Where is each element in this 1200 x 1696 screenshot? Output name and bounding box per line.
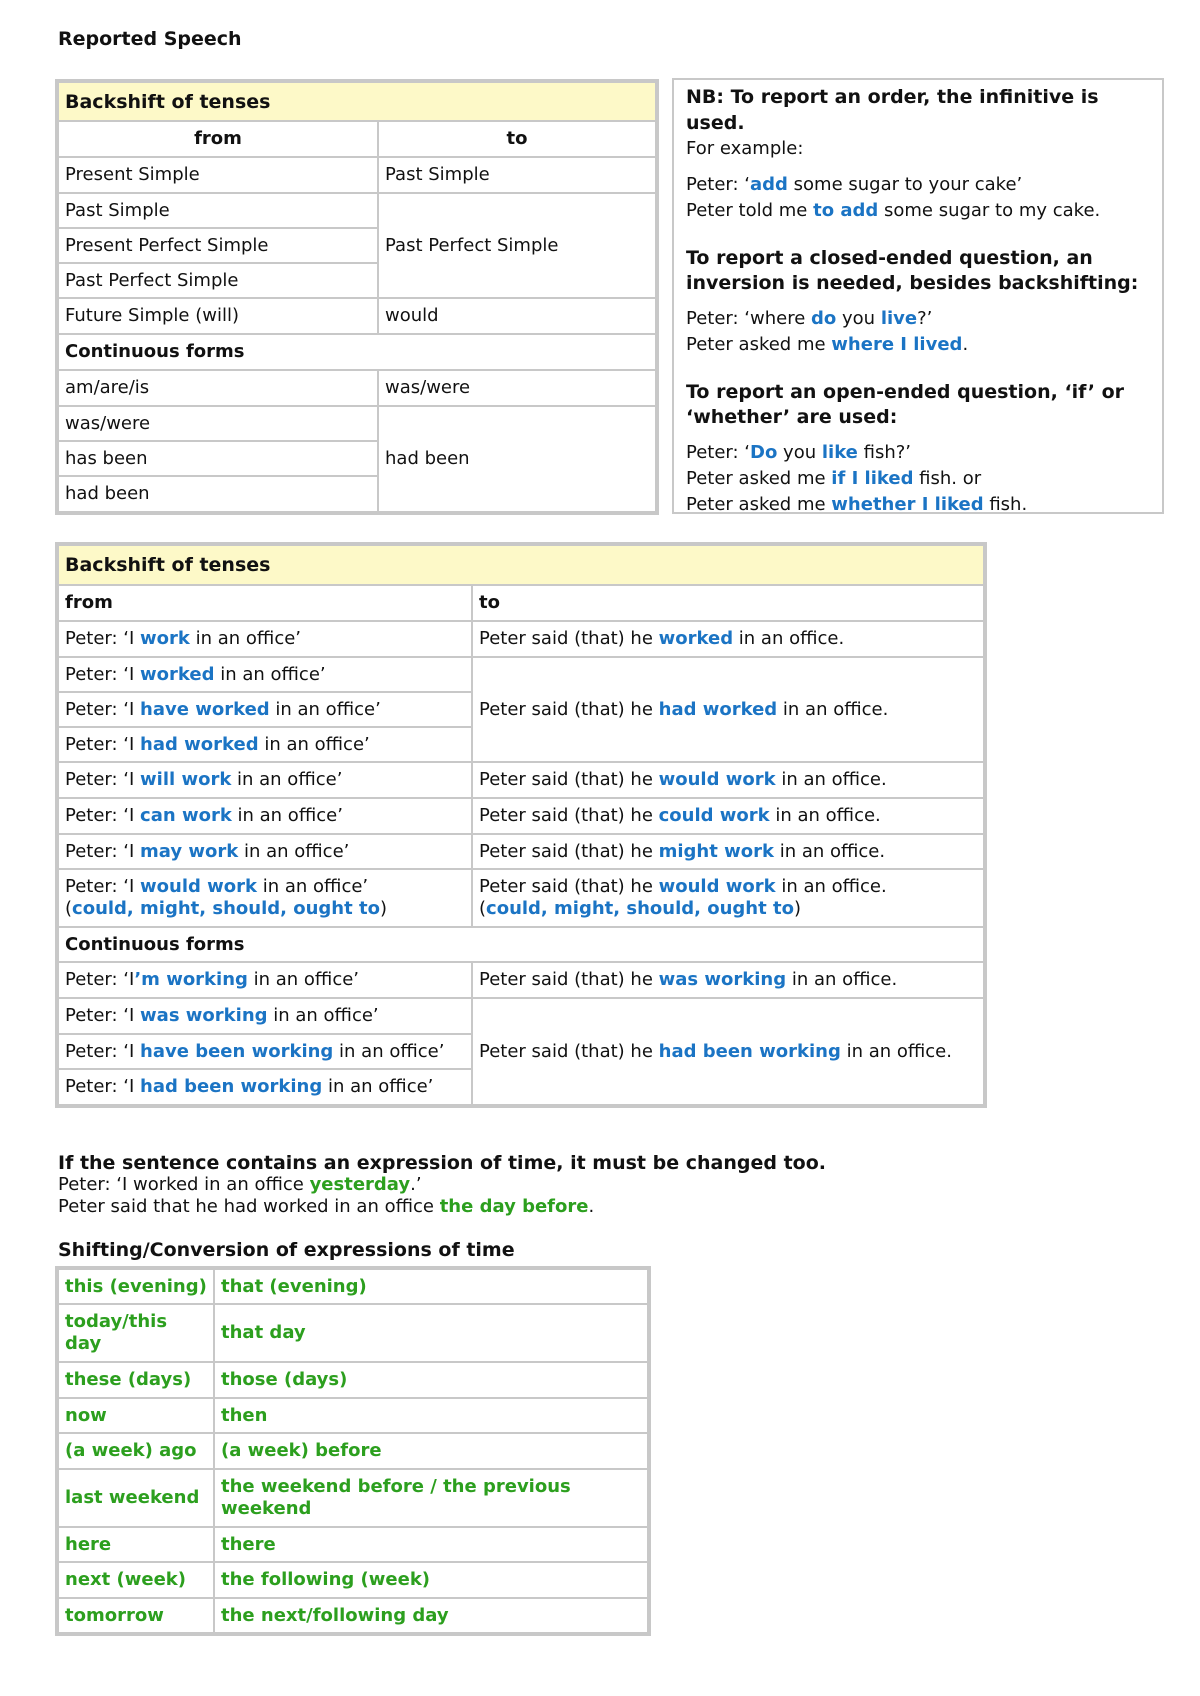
note-open-title: To report an open-ended question, ‘if’ or ‘whether’ are used: [686, 381, 1125, 428]
section-label: Continuous forms [58, 334, 656, 370]
table-cell: (a week) before [214, 1433, 648, 1469]
text: in an office. [840, 1040, 952, 1062]
highlight: can work [140, 805, 232, 826]
notes-box [672, 78, 1164, 514]
highlight: would work [658, 769, 776, 790]
text: in an office’ [231, 805, 343, 826]
section-label: Continuous forms [58, 927, 984, 962]
text: in an office’ [189, 628, 302, 649]
text: Peter: ‘ [686, 174, 751, 195]
table-cell: Past Perfect Simple [58, 263, 378, 298]
text: ?’ [917, 308, 933, 329]
highlight: do [811, 308, 837, 329]
highlight: to add [813, 200, 879, 221]
text: . [588, 1196, 595, 1217]
text: Peter said (that) he [479, 840, 659, 862]
highlight: worked [658, 628, 734, 649]
text: Peter: ‘I [65, 769, 141, 790]
table-header: Backshift of tenses [58, 82, 656, 121]
text: Peter: ‘I [65, 1076, 141, 1097]
table-cell [58, 869, 472, 927]
highlight: was working [658, 969, 787, 990]
text: Peter asked me [686, 468, 832, 489]
text: Peter: ‘I [65, 628, 141, 649]
text: in an office. [777, 698, 889, 720]
time-intro [58, 1152, 826, 1218]
conversion-title: Shifting/Conversion of expressions of time [58, 1239, 515, 1261]
table-cell [58, 1034, 472, 1069]
text: Peter said (that) he [479, 1040, 659, 1062]
text: in an office’ [333, 1040, 445, 1062]
text: Peter said (that) he [479, 969, 659, 990]
text: in an office’ [267, 1005, 379, 1026]
text: Peter: ‘I [65, 805, 141, 826]
table-header: Backshift of tenses [58, 545, 984, 585]
table-cell [472, 998, 984, 1105]
table-cell [58, 834, 472, 869]
text: in an office’ [214, 663, 326, 685]
text: Peter: ‘where [686, 308, 812, 329]
table-cell [58, 1069, 472, 1105]
table-cell [58, 798, 472, 834]
table-cell: was/were [58, 406, 378, 441]
table-cell: the weekend before / the previous weekend [214, 1469, 648, 1527]
highlight: was working [140, 1005, 268, 1026]
column-header-to: to [472, 585, 984, 621]
column-header-from: from [58, 121, 378, 157]
highlight: yesterday [309, 1174, 411, 1195]
text: Peter: ‘I [65, 876, 141, 897]
highlight: would work [658, 876, 776, 897]
text: Peter said that he had worked in an office [58, 1196, 440, 1217]
table-cell: Past Perfect Simple [378, 193, 656, 298]
text: ) [379, 898, 387, 919]
example-table-grid [57, 544, 985, 1106]
table-cell: has been [58, 441, 378, 476]
table-cell: then [214, 1398, 648, 1433]
example-line [686, 332, 1150, 358]
table-cell: was/were [378, 370, 656, 406]
highlight: had worked [658, 698, 778, 720]
highlight: ’m working [134, 969, 248, 990]
text: Peter: ‘I [65, 733, 141, 755]
text: Peter: ‘I [65, 663, 141, 685]
highlight: live [880, 308, 918, 329]
time-intro-title: If the sentence contains an expression of time, it must be changed too. [58, 1152, 826, 1174]
text: in an office’ [257, 876, 369, 897]
table-cell [58, 621, 472, 657]
text: in an office’ [269, 698, 381, 720]
text: fish. or [913, 468, 982, 489]
table-cell [58, 762, 472, 798]
table-cell: here [58, 1527, 214, 1562]
text: Peter: ‘I [65, 969, 135, 990]
example-line [686, 440, 1150, 466]
highlight: Do [750, 442, 778, 463]
example-line [686, 466, 1150, 492]
example-line [58, 1196, 826, 1218]
text: ( [65, 898, 73, 919]
text: in an office. [775, 769, 887, 790]
highlight: if I liked [831, 468, 914, 489]
table-cell: these (days) [58, 1362, 214, 1398]
example-line [686, 306, 1150, 332]
table-cell: that (evening) [214, 1269, 648, 1304]
table-cell [472, 621, 984, 657]
note-example-label: For example: [686, 138, 804, 159]
text: Peter: ‘I worked in an office [58, 1174, 310, 1195]
table-cell: would [378, 298, 656, 334]
highlight: had been working [140, 1076, 323, 1097]
table-cell: those (days) [214, 1362, 648, 1398]
table-cell: there [214, 1527, 648, 1562]
table-cell [472, 657, 984, 762]
highlight: might work [658, 840, 774, 862]
text: some sugar to my cake. [878, 200, 1101, 221]
text: in an office’ [322, 1076, 434, 1097]
text: Peter said (that) he [479, 628, 659, 649]
column-header-from: from [58, 585, 472, 621]
text: ( [479, 898, 487, 919]
highlight: could, might, should, ought to [72, 898, 380, 919]
text: in an office’ [238, 840, 350, 862]
highlight: whether I liked [831, 494, 984, 515]
table-cell: Present Simple [58, 157, 378, 193]
text: Peter told me [686, 200, 814, 221]
example-line [686, 198, 1150, 224]
text: in an office. [769, 805, 881, 826]
text: Peter asked me [686, 334, 832, 355]
text: Peter said (that) he [479, 805, 659, 826]
text: Peter said (that) he [479, 769, 659, 790]
example-line [58, 1174, 826, 1196]
table-cell: am/are/is [58, 370, 378, 406]
highlight: work [140, 628, 190, 649]
tense-table [55, 79, 659, 515]
note-closed-title: To report a closed-ended question, an inversion is needed, besides backshifting: [686, 247, 1139, 294]
table-cell: next (week) [58, 1562, 214, 1598]
highlight: could work [658, 805, 770, 826]
highlight: worked [140, 663, 215, 685]
text: Peter: ‘I [65, 698, 141, 720]
table-cell: Past Simple [378, 157, 656, 193]
text: in an office. [786, 969, 898, 990]
table-cell: this (evening) [58, 1269, 214, 1304]
text: you [836, 308, 881, 329]
text: fish. [983, 494, 1028, 515]
time-conversion-grid [57, 1268, 649, 1634]
highlight: may work [140, 840, 239, 862]
time-conversion-table [55, 1266, 651, 1636]
table-cell [472, 834, 984, 869]
highlight: have worked [140, 698, 270, 720]
table-cell [472, 798, 984, 834]
text: some sugar to your cake’ [787, 174, 1023, 195]
table-cell [58, 692, 472, 727]
table-cell [472, 962, 984, 998]
text: in an office’ [247, 969, 360, 990]
tense-table-grid [57, 81, 657, 513]
example-line [686, 172, 1150, 198]
highlight: would work [140, 876, 258, 897]
text: fish?’ [857, 442, 912, 463]
table-cell: today/this day [58, 1304, 214, 1362]
table-cell: Past Simple [58, 193, 378, 228]
example-line [686, 492, 1150, 518]
example-table [55, 542, 987, 1108]
table-cell: Present Perfect Simple [58, 228, 378, 263]
table-cell: (a week) ago [58, 1433, 214, 1469]
highlight: like [821, 442, 858, 463]
table-cell: the next/following day [214, 1598, 648, 1633]
text: Peter: ‘ [686, 442, 751, 463]
text: in an office. [775, 876, 887, 897]
highlight: have been working [140, 1040, 334, 1062]
text: in an office. [773, 840, 886, 862]
text: in an office. [733, 628, 845, 649]
table-cell: had been [58, 476, 378, 512]
column-header-to: to [378, 121, 656, 157]
highlight: add [750, 174, 788, 195]
table-cell: tomorrow [58, 1598, 214, 1633]
highlight: where I lived [831, 334, 963, 355]
table-cell [472, 869, 984, 927]
highlight: the day before [439, 1196, 589, 1217]
text: Peter said (that) he [479, 698, 659, 720]
table-cell [472, 762, 984, 798]
text: ) [793, 898, 801, 919]
highlight: will work [140, 769, 232, 790]
text: Peter: ‘I [65, 1040, 141, 1062]
text: .’ [410, 1174, 422, 1195]
highlight: had been working [658, 1040, 841, 1062]
table-cell [58, 657, 472, 692]
text: Peter said (that) he [479, 876, 659, 897]
text: in an office’ [258, 733, 370, 755]
text: Peter asked me [686, 494, 832, 515]
table-cell: that day [214, 1304, 648, 1362]
table-cell: the following (week) [214, 1562, 648, 1598]
text: Peter: ‘I [65, 1005, 141, 1026]
note-order-title: NB: To report an order, the infinitive is used. [686, 86, 1099, 134]
text: you [777, 442, 822, 463]
table-cell [58, 962, 472, 998]
text: Peter: ‘I [65, 840, 141, 862]
table-cell: had been [378, 406, 656, 512]
page-title: Reported Speech [58, 28, 242, 50]
table-cell [58, 727, 472, 762]
table-cell: last weekend [58, 1469, 214, 1527]
table-cell [58, 998, 472, 1034]
highlight: could, might, should, ought to [486, 898, 794, 919]
table-cell: now [58, 1398, 214, 1433]
text: in an office’ [231, 769, 343, 790]
text: . [962, 334, 969, 355]
table-cell: Future Simple (will) [58, 298, 378, 334]
highlight: had worked [140, 733, 259, 755]
